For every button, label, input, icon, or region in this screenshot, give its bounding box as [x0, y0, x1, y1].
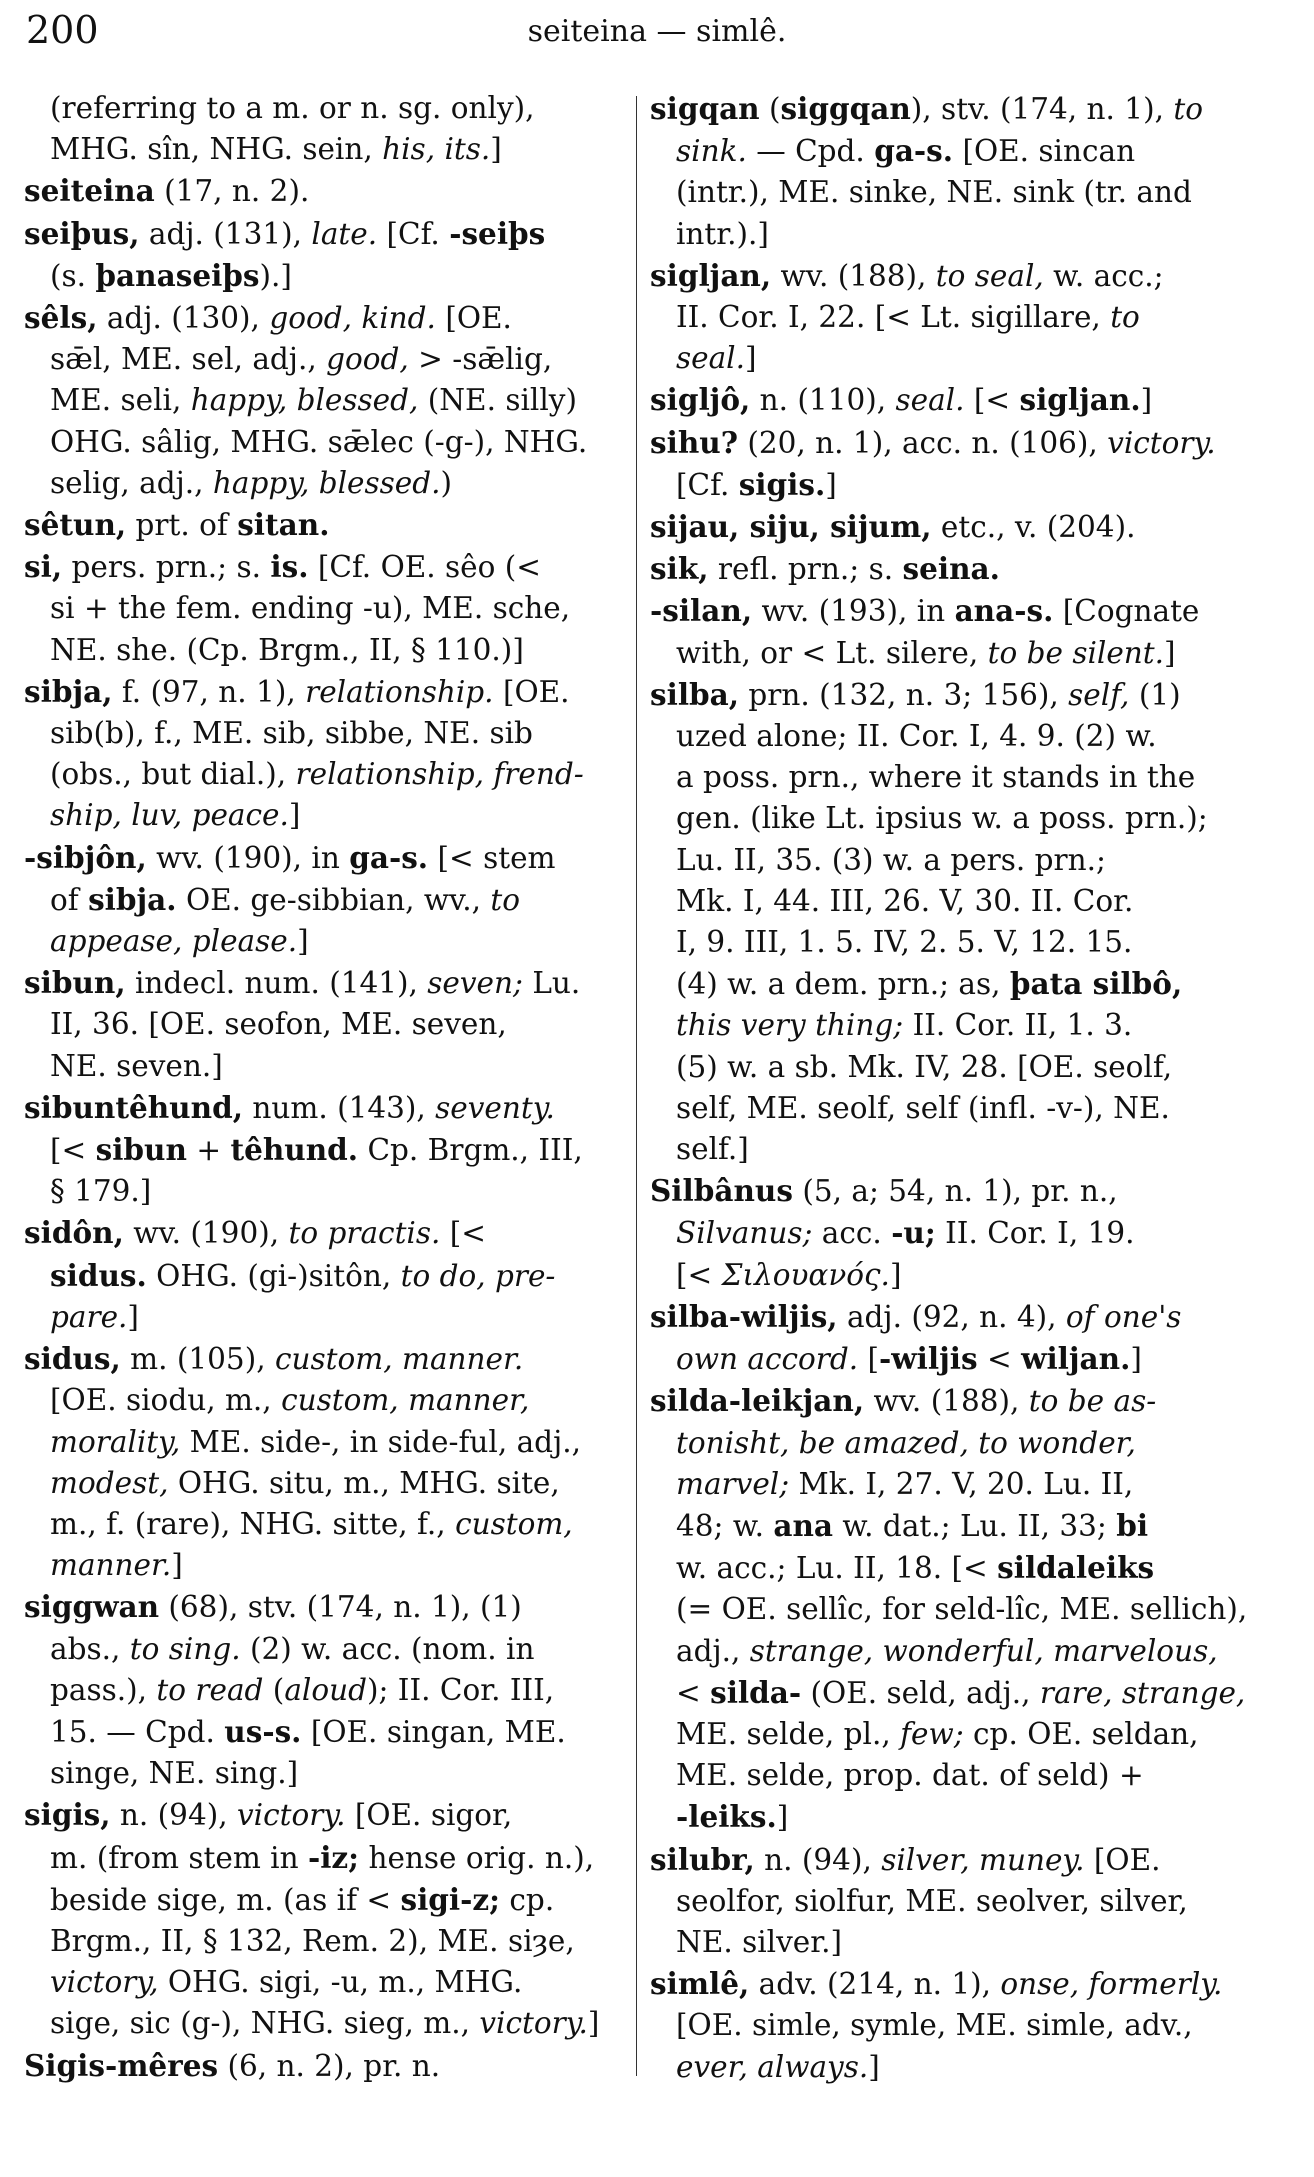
- entry-continuation-line: Brgm., II, § 132, Rem. 2), ME. siȝe,: [50, 1923, 575, 1958]
- entry-continuation-line: self.]: [676, 1132, 749, 1167]
- entry-headword-line: sigljan, wv. (188), to seal, w. acc.;: [650, 257, 1164, 293]
- entry-continuation-line: uzed alone; II. Cor. I, 4. 9. (2) w.: [676, 719, 1157, 754]
- entry-headword-line: sibun, indecl. num. (141), seven; Lu.: [24, 965, 581, 1001]
- entry-continuation-line: ship, luv, peace.]: [50, 798, 301, 833]
- entry-continuation-line: adj., strange, wonderful, marvelous,: [676, 1633, 1218, 1668]
- entry-continuation-line: beside sige, m. (as if < sigi-z; cp.: [50, 1881, 555, 1917]
- entry-continuation-line: (obs., but dial.), relationship, frend-: [50, 757, 584, 792]
- entry-continuation-line: (intr.), ME. sinke, NE. sink (tr. and: [676, 175, 1192, 210]
- entry-headword-line: sibuntêhund, num. (143), seventy.: [24, 1089, 555, 1125]
- entry-continuation-line: pass.), to read (aloud); II. Cor. III,: [50, 1672, 555, 1707]
- entry-headword-line: sihu? (20, n. 1), acc. n. (106), victory.: [650, 424, 1216, 460]
- entry-continuation-line: modest, OHG. situ, m., MHG. site,: [50, 1465, 560, 1500]
- entry-headword-line: sik, refl. prn.; s. seina.: [650, 551, 1000, 587]
- left-column: [24, 88, 624, 2087]
- entry-continuation-line: abs., to sing. (2) w. acc. (nom. in: [50, 1631, 535, 1666]
- entry-continuation-line: < silda- (OE. seld, adj., rare, strange,: [676, 1674, 1246, 1710]
- entry-continuation-line: Mk. I, 44. III, 26. V, 30. II. Cor.: [676, 883, 1134, 918]
- entry-continuation-line: [Cf. sigis.]: [676, 466, 837, 502]
- entry-continuation-line: intr.).]: [676, 216, 769, 251]
- entry-continuation-line: tonisht, be amazed, to wonder,: [676, 1425, 1136, 1460]
- entry-continuation-line: morality, ME. side-, in side-ful, adj.,: [50, 1424, 581, 1459]
- entry-headword-line: silba-wiljis, adj. (92, n. 4), of one's: [650, 1298, 1182, 1334]
- entry-continuation-line: (s. þanaseiþs).]: [50, 257, 292, 293]
- entry-continuation-line: pare.]: [50, 1299, 139, 1334]
- entry-headword-line: sibja, f. (97, n. 1), relationship. [OE.: [24, 673, 570, 709]
- entry-headword-line: sidôn, wv. (190), to practis. [<: [24, 1215, 486, 1251]
- entry-continuation-line: m., f. (rare), NHG. sitte, f., custom,: [50, 1506, 573, 1541]
- entry-continuation-line: [< sibun + têhund. Cp. Brgm., III,: [50, 1132, 583, 1168]
- page-number: 200: [26, 8, 99, 52]
- entry-continuation-line: [OE. siodu, m., custom, manner,: [50, 1383, 530, 1418]
- entry-continuation-line: OHG. sâlig, MHG. sǣlec (-g-), NHG.: [50, 424, 588, 459]
- entry-continuation-line: own accord. [-wiljis < wiljan.]: [676, 1341, 1142, 1377]
- entry-continuation-line: (4) w. a dem. prn.; as, þata silbô,: [676, 966, 1183, 1002]
- entry-continuation-line: 48; w. ana w. dat.; Lu. II, 33; bi: [676, 1507, 1149, 1543]
- entry-continuation-line: NE. seven.]: [50, 1048, 223, 1083]
- entry-headword-line: seiteina (17, n. 2).: [24, 173, 310, 209]
- entry-continuation-line: self, ME. seolf, self (infl. -v-), NE.: [676, 1090, 1170, 1125]
- entry-continuation-line: [< Σιλουανός.]: [676, 1257, 902, 1292]
- entry-continuation-line: Silvanus; acc. -u; II. Cor. I, 19.: [676, 1215, 1135, 1251]
- entry-continuation-line: ME. selde, pl., few; cp. OE. seldan,: [676, 1716, 1199, 1751]
- entry-headword-line: sêls, adj. (130), good, kind. [OE.: [24, 300, 512, 336]
- entry-headword-line: Silbânus (5, a; 54, n. 1), pr. n.,: [650, 1173, 1118, 1209]
- entry-continuation-line: appease, please.]: [50, 924, 309, 959]
- entry-continuation-line: this very thing; II. Cor. II, 1. 3.: [676, 1008, 1133, 1043]
- entry-continuation-line: (= OE. sellîc, for seld-lîc, ME. sellich),: [676, 1592, 1248, 1627]
- entry-continuation-line: (5) w. a sb. Mk. IV, 28. [OE. seolf,: [676, 1049, 1173, 1084]
- entry-continuation-line: with, or < Lt. silere, to be silent.]: [676, 635, 1176, 670]
- page-header: [0, 6, 1314, 58]
- entry-continuation-line: sige, sic (g-), NHG. sieg, m., victory.]: [50, 2006, 600, 2041]
- entry-headword-line: si, pers. prn.; s. is. [Cf. OE. sêo (<: [24, 549, 541, 585]
- entry-continuation-line: ME. seli, happy, blessed, (NE. silly): [50, 383, 577, 418]
- entry-continuation-line: § 179.]: [50, 1174, 152, 1209]
- entry-headword-line: sêtun, prt. of sitan.: [24, 507, 330, 543]
- entry-continuation-line: a poss. prn., where it stands in the: [676, 760, 1196, 795]
- running-head: seiteina — simlê.: [527, 14, 787, 49]
- entry-headword-line: sigqan (siggqan), stv. (174, n. 1), to: [650, 91, 1203, 126]
- entry-continuation-line: 15. — Cpd. us-s. [OE. singan, ME.: [50, 1713, 566, 1749]
- entry-headword-line: sigis, n. (94), victory. [OE. sigor,: [24, 1797, 513, 1833]
- entry-continuation-line: (referring to a m. or n. sg. only),: [50, 91, 535, 125]
- entry-continuation-line: I, 9. III, 1. 5. IV, 2. 5. V, 12. 15.: [676, 925, 1133, 960]
- entry-headword-line: sigljô, n. (110), seal. [< sigljan.]: [650, 382, 1153, 418]
- entry-headword-line: silba, prn. (132, n. 3; 156), self, (1): [650, 676, 1181, 712]
- entry-continuation-line: Lu. II, 35. (3) w. a pers. prn.;: [676, 842, 1106, 877]
- entry-continuation-line: sidus. OHG. (gi-)sitôn, to do, pre-: [50, 1257, 556, 1293]
- entry-continuation-line: seal.]: [676, 341, 757, 376]
- entry-continuation-line: ever, always.]: [676, 2049, 880, 2084]
- entry-headword-line: sijau, siju, sijum, etc., v. (204).: [650, 509, 1136, 545]
- entry-continuation-line: si + the fem. ending -u), ME. sche,: [50, 591, 571, 626]
- entry-continuation-line: seolfor, siolfur, ME. seolver, silver,: [676, 1883, 1188, 1918]
- entry-headword-line: simlê, adv. (214, n. 1), onse, formerly.: [650, 1966, 1223, 2002]
- entry-continuation-line: -leiks.]: [676, 1799, 789, 1835]
- entry-continuation-line: sib(b), f., ME. sib, sibbe, NE. sib: [50, 716, 533, 751]
- right-column: [650, 88, 1270, 2088]
- entry-headword-line: -silan, wv. (193), in ana-s. [Cognate: [650, 593, 1200, 629]
- entry-continuation-line: manner.]: [50, 1548, 183, 1583]
- entry-continuation-line: II. Cor. I, 22. [< Lt. sigillare, to: [676, 300, 1140, 335]
- entry-continuation-line: sink. — Cpd. ga-s. [OE. sincan: [676, 133, 1136, 169]
- entry-continuation-line: sǣl, ME. sel, adj., good, > -sǣlig,: [50, 342, 553, 377]
- entry-continuation-line: ME. selde, prop. dat. of seld) +: [676, 1758, 1144, 1793]
- column-divider: [636, 96, 637, 2076]
- entry-continuation-line: [OE. simle, symle, ME. simle, adv.,: [676, 2008, 1193, 2043]
- entry-headword-line: silubr, n. (94), silver, muney. [OE.: [650, 1841, 1161, 1877]
- entry-continuation-line: marvel; Mk. I, 27. V, 20. Lu. II,: [676, 1466, 1134, 1501]
- entry-headword-line: -sibjôn, wv. (190), in ga-s. [< stem: [24, 839, 556, 875]
- entry-continuation-line: of sibja. OE. ge-sibbian, wv., to: [50, 881, 521, 917]
- entry-continuation-line: II, 36. [OE. seofon, ME. seven,: [50, 1007, 507, 1042]
- entry-headword-line: Sigis-mêres (6, n. 2), pr. n.: [24, 2047, 441, 2083]
- entry-continuation-line: m. (from stem in -iz; hense orig. n.),: [50, 1839, 595, 1875]
- entry-continuation-line: NE. she. (Cp. Brgm., II, § 110.)]: [50, 632, 524, 667]
- entry-headword-line: siggwan (68), stv. (174, n. 1), (1): [24, 1589, 522, 1625]
- entry-continuation-line: w. acc.; Lu. II, 18. [< sildaleiks: [676, 1550, 1155, 1586]
- entry-headword-line: seiþus, adj. (131), late. [Cf. -seiþs: [24, 215, 546, 251]
- entry-continuation-line: singe, NE. sing.]: [50, 1756, 299, 1791]
- entry-continuation-line: MHG. sîn, NHG. sein, his, its.]: [50, 132, 502, 167]
- entry-continuation-line: selig, adj., happy, blessed.): [50, 465, 453, 500]
- entry-headword-line: silda-leikjan, wv. (188), to be as-: [650, 1383, 1157, 1419]
- entry-continuation-line: gen. (like Lt. ipsius w. a poss. prn.);: [676, 801, 1208, 836]
- entry-headword-line: sidus, m. (105), custom, manner.: [24, 1341, 524, 1377]
- entry-continuation-line: NE. silver.]: [676, 1924, 842, 1959]
- entry-continuation-line: victory, OHG. sigi, -u, m., MHG.: [50, 1965, 523, 2000]
